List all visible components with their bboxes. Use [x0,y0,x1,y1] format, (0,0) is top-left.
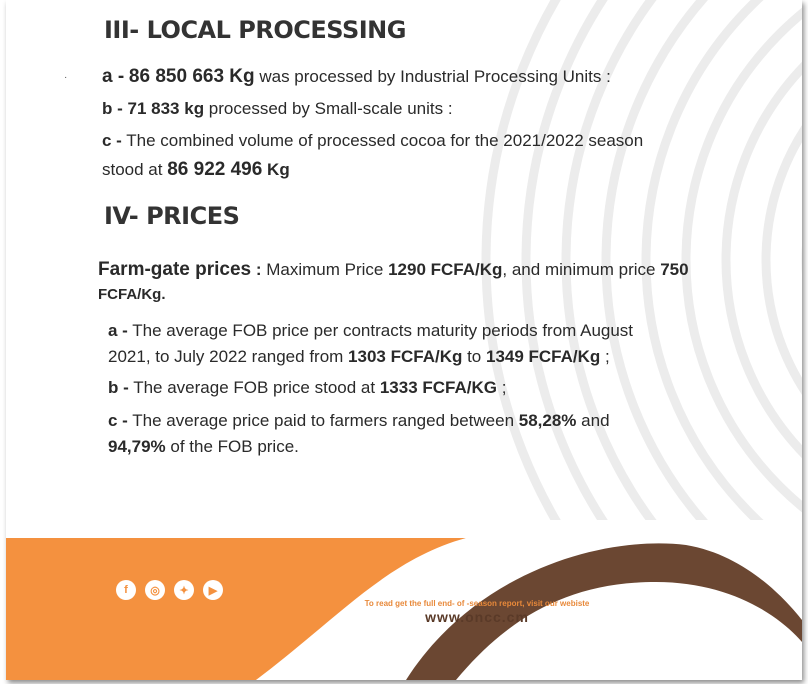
farm-gate-line-unit: FCFA/Kg. [98,286,166,303]
processing-line-c: c - The combined volume of processed cocoa for the 2021/2022 season [102,131,644,150]
facebook-icon[interactable]: f [116,580,136,600]
prices-line-a-range: 2021, to July 2022 ranged from 1303 FCFA/Kg to 1349 FCFA/Kg ; [108,347,610,366]
processing-line-c-total: stood at 86 922 496 Kg [102,159,290,180]
farm-gate-line: Farm-gate prices : Maximum Price 1290 FCFA/Kg, and minimum price 750 [98,259,689,280]
twitter-icon[interactable]: ✦ [174,580,194,600]
website-link[interactable]: www.oncc.cm [425,609,529,625]
prices-line-c-end: 94,79% of the FOB price. [108,437,299,456]
processing-line-b: b - 71 833 kg processed by Small-scale units : [102,99,453,118]
section-heading-prices: IV- PRICES [104,202,240,230]
youtube-icon[interactable]: ▶ [203,580,223,600]
report-page [6,0,802,680]
prices-line-b: b - The average FOB price stood at 1333 FCFA/KG ; [108,378,507,397]
bullet-dot: · [64,72,68,83]
prices-line-c: c - The average price paid to farmers ranged between 58,28% and [108,411,610,430]
processing-line-a: a - 86 850 663 Kg was processed by Industrial Processing Units : [102,66,611,87]
prices-line-a: a - The average FOB price per contracts maturity periods from August [108,321,634,340]
instagram-icon[interactable]: ◎ [145,580,165,600]
report-note: To read get the full end- of -season report, visit our webiste [364,599,590,608]
social-icons [116,580,223,600]
section-heading-local-processing: III- LOCAL PROCESSING [104,16,406,44]
